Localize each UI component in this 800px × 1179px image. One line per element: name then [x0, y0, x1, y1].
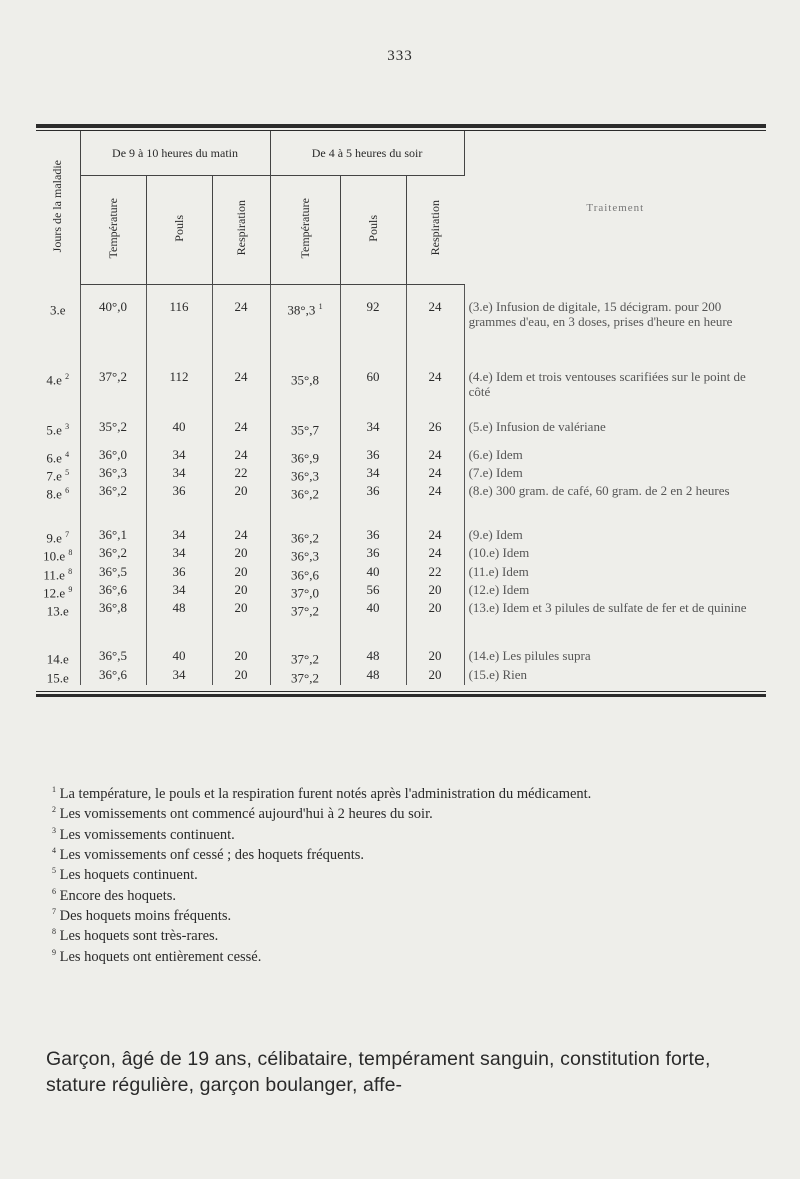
evening-respiration-cell: 24	[406, 369, 464, 419]
header-evening-pulse: Pouls	[340, 176, 406, 285]
morning-respiration-cell: 24	[212, 285, 270, 369]
evening-temperature-cell: 38°,3 $^1$	[270, 285, 340, 369]
footnote-marker: 8	[68, 548, 73, 558]
footnote-number: 7	[52, 906, 56, 916]
morning-pulse-cell: 34	[146, 582, 212, 600]
evening-temperature-cell: 36°,6	[270, 564, 340, 582]
table-row	[36, 667, 766, 685]
footnote	[52, 924, 772, 944]
day-cell: 6.e $^4$	[36, 447, 80, 465]
table-top-rule	[36, 124, 766, 128]
evening-pulse-cell: 40	[340, 600, 406, 648]
morning-respiration-cell: 20	[212, 600, 270, 648]
morning-pulse-cell: 48	[146, 600, 212, 648]
day-cell: 10.e $^8$	[36, 545, 80, 563]
evening-pulse-cell: 60	[340, 369, 406, 419]
day-cell: 12.e $^9$	[36, 582, 80, 600]
morning-pulse-cell: 34	[146, 447, 212, 465]
morning-respiration-cell: 20	[212, 564, 270, 582]
morning-respiration-cell: 24	[212, 419, 270, 447]
treatment-cell: (9.e) Idem	[468, 527, 523, 543]
table-row	[36, 600, 766, 648]
treatment-cell: (6.e) Idem	[468, 446, 523, 462]
evening-temperature-cell: 36°,3	[270, 465, 340, 483]
footnote-marker: 8	[68, 566, 73, 576]
vitals-table-body	[36, 285, 766, 686]
evening-pulse-cell: 48	[340, 667, 406, 685]
day-cell: 14.e	[36, 648, 80, 666]
evening-respiration-cell: 20	[406, 648, 464, 666]
evening-temperature-cell: 36°,2	[270, 483, 340, 527]
evening-respiration-cell: 24	[406, 447, 464, 465]
treatment-cell: (13.e) Idem et 3 pilules de sulfate de fer et de quinine	[468, 600, 747, 616]
table-row	[36, 285, 766, 369]
morning-temperature-cell: 35°,2	[80, 419, 146, 447]
footnote-number: 3	[52, 825, 56, 835]
table-row	[36, 419, 766, 447]
page-number: 333	[387, 48, 413, 64]
morning-temperature-cell: 36°,3	[80, 465, 146, 483]
morning-temperature-cell: 36°,6	[80, 582, 146, 600]
footnote-text: Encore des hoquets.	[59, 887, 176, 904]
evening-respiration-cell: 22	[406, 564, 464, 582]
footnote-text: Des hoquets moins fréquents.	[59, 907, 232, 924]
evening-pulse-cell: 48	[340, 648, 406, 666]
footnote	[52, 843, 772, 863]
table-row	[36, 447, 766, 465]
footnote-number: 2	[52, 805, 56, 815]
evening-respiration-cell: 24	[406, 285, 464, 369]
evening-temperature-cell: 35°,7	[270, 419, 340, 447]
footnote-marker: 9	[68, 585, 73, 595]
footnote-marker: 6	[65, 486, 70, 496]
morning-respiration-cell: 20	[212, 545, 270, 563]
morning-pulse-cell: 34	[146, 465, 212, 483]
footnote-number: 1	[52, 785, 56, 794]
morning-temperature-cell: 36°,2	[80, 545, 146, 563]
narrative-text: Garçon, âgé de 19 ans, célibataire, tempérament sanguin, constitution forte, stature régulière, garçon boulanger, affe-	[46, 1048, 711, 1096]
morning-respiration-cell: 20	[212, 582, 270, 600]
footnote	[52, 823, 772, 843]
footnote-marker: 4	[65, 449, 70, 459]
morning-respiration-cell: 20	[212, 667, 270, 685]
footnote-text: Les vomissements onf cessé ; des hoquets fréquents.	[59, 846, 365, 863]
morning-temperature-cell: 36°,0	[80, 447, 146, 465]
evening-respiration-cell: 20	[406, 667, 464, 685]
day-cell: 15.e	[36, 667, 80, 685]
treatment-cell: (4.e) Idem et trois ventouses scarifiées sur le point de côté	[468, 368, 746, 399]
evening-pulse-cell: 92	[340, 285, 406, 369]
morning-temperature-cell: 36°,1	[80, 527, 146, 545]
vitals-table	[36, 131, 766, 685]
morning-pulse-cell: 116	[146, 285, 212, 369]
vitals-table-container	[36, 124, 766, 697]
table-bottom-rule	[36, 694, 766, 697]
evening-temperature-cell: 36°,2	[270, 527, 340, 545]
table-row	[36, 527, 766, 545]
treatment-cell: (14.e) Les pilules supra	[468, 648, 591, 664]
footnote-number: 6	[52, 886, 56, 896]
treatment-cell: (10.e) Idem	[468, 545, 530, 561]
footnote-number: 9	[52, 947, 56, 957]
evening-respiration-cell: 24	[406, 545, 464, 563]
footnote-number: 4	[52, 845, 56, 855]
table-row	[36, 369, 766, 419]
footnote-marker: 7	[65, 530, 70, 540]
table-row	[36, 648, 766, 666]
morning-pulse-cell: 40	[146, 648, 212, 666]
footnote-marker: 5	[65, 467, 70, 477]
treatment-cell: (8.e) 300 gram. de café, 60 gram. de 2 en 2 heures	[468, 483, 730, 499]
header-morning-pulse: Pouls	[146, 176, 212, 285]
header-morning-group: De 9 à 10 heures du matin	[80, 131, 270, 176]
evening-respiration-cell: 24	[406, 483, 464, 527]
morning-pulse-cell: 112	[146, 369, 212, 419]
day-cell: 3.e	[36, 285, 80, 369]
morning-respiration-cell: 20	[212, 648, 270, 666]
evening-respiration-cell: 20	[406, 600, 464, 648]
treatment-cell: (7.e) Idem	[468, 464, 523, 480]
footnote-marker: 3	[65, 421, 70, 431]
morning-temperature-cell: 36°,5	[80, 648, 146, 666]
evening-temperature-cell: 35°,8	[270, 369, 340, 419]
evening-temperature-cell: 36°,9	[270, 447, 340, 465]
day-cell: 8.e $^6$	[36, 483, 80, 527]
table-bottom-rule-thin	[36, 691, 766, 692]
evening-pulse-cell: 56	[340, 582, 406, 600]
treatment-cell: (11.e) Idem	[468, 563, 529, 579]
treatment-cell: (3.e) Infusion de digitale, 15 décigram. pour 200 grammes d'eau, en 3 doses, prises d'heure en heure	[468, 298, 733, 329]
footnote-text: Les vomissements ont commencé aujourd'hui à 2 heures du soir.	[59, 806, 433, 823]
header-evening-temperature: Température	[270, 176, 340, 285]
footnote-text: La température, le pouls et la respiration furent notés après l'administration du médicament.	[59, 785, 592, 802]
evening-pulse-cell: 36	[340, 527, 406, 545]
header-morning-respiration: Respiration	[212, 176, 270, 285]
evening-pulse-cell: 36	[340, 545, 406, 563]
footnote-text: Les vomissements continuent.	[59, 826, 235, 843]
evening-temperature-cell: 37°,2	[270, 667, 340, 685]
footnote	[52, 884, 772, 904]
narrative-paragraph	[46, 1046, 776, 1098]
footnote-marker: 1	[318, 302, 323, 311]
footnote-number: 5	[52, 866, 56, 876]
table-row	[36, 483, 766, 527]
morning-respiration-cell: 20	[212, 483, 270, 527]
evening-pulse-cell: 34	[340, 465, 406, 483]
evening-respiration-cell: 26	[406, 419, 464, 447]
treatment-cell: (12.e) Idem	[468, 582, 530, 598]
day-cell: 4.e $^2$	[36, 369, 80, 419]
morning-temperature-cell: 36°,6	[80, 667, 146, 685]
evening-pulse-cell: 36	[340, 447, 406, 465]
evening-temperature-cell: 37°,0	[270, 582, 340, 600]
footnote	[52, 945, 772, 965]
morning-respiration-cell: 24	[212, 369, 270, 419]
morning-respiration-cell: 24	[212, 527, 270, 545]
treatment-cell: (5.e) Infusion de valériane	[468, 418, 606, 434]
morning-pulse-cell: 34	[146, 667, 212, 685]
morning-pulse-cell: 34	[146, 545, 212, 563]
evening-temperature-cell: 36°,3	[270, 545, 340, 563]
day-cell: 5.e $^3$	[36, 419, 80, 447]
evening-pulse-cell: 36	[340, 483, 406, 527]
header-day: Jours de la maladie	[36, 131, 80, 285]
footnote-text: Les hoquets sont très-rares.	[59, 928, 219, 945]
table-row	[36, 564, 766, 582]
evening-respiration-cell: 20	[406, 582, 464, 600]
footnotes	[52, 782, 772, 965]
header-evening-group: De 4 à 5 heures du soir	[270, 131, 464, 176]
morning-temperature-cell: 36°,2	[80, 483, 146, 527]
footnote-text: Les hoquets continuent.	[59, 867, 198, 884]
table-row	[36, 465, 766, 483]
morning-pulse-cell: 40	[146, 419, 212, 447]
morning-temperature-cell: 40°,0	[80, 285, 146, 369]
evening-temperature-cell: 37°,2	[270, 648, 340, 666]
footnote-number: 8	[52, 927, 56, 937]
morning-temperature-cell: 36°,8	[80, 600, 146, 648]
header-treatment: Traitement	[586, 201, 645, 214]
footnote	[52, 782, 772, 802]
morning-pulse-cell: 36	[146, 483, 212, 527]
morning-respiration-cell: 24	[212, 447, 270, 465]
day-cell: 9.e $^7$	[36, 527, 80, 545]
morning-pulse-cell: 36	[146, 564, 212, 582]
morning-respiration-cell: 22	[212, 465, 270, 483]
evening-respiration-cell: 24	[406, 527, 464, 545]
header-evening-respiration: Respiration	[406, 176, 464, 285]
day-cell: 7.e $^5$	[36, 465, 80, 483]
day-cell: 13.e	[36, 600, 80, 648]
table-row	[36, 545, 766, 563]
table-row	[36, 582, 766, 600]
evening-temperature-cell: 37°,2	[270, 600, 340, 648]
evening-respiration-cell: 24	[406, 465, 464, 483]
header-morning-temperature: Température	[80, 176, 146, 285]
evening-pulse-cell: 34	[340, 419, 406, 447]
morning-temperature-cell: 36°,5	[80, 564, 146, 582]
footnote-text: Les hoquets ont entièrement cessé.	[59, 948, 262, 965]
evening-pulse-cell: 40	[340, 564, 406, 582]
morning-pulse-cell: 34	[146, 527, 212, 545]
footnote	[52, 904, 772, 924]
morning-temperature-cell: 37°,2	[80, 369, 146, 419]
footnote	[52, 802, 772, 822]
day-cell: 11.e $^8$	[36, 564, 80, 582]
footnote	[52, 863, 772, 883]
treatment-cell: (15.e) Rien	[468, 666, 528, 682]
footnote-marker: 2	[65, 371, 70, 381]
